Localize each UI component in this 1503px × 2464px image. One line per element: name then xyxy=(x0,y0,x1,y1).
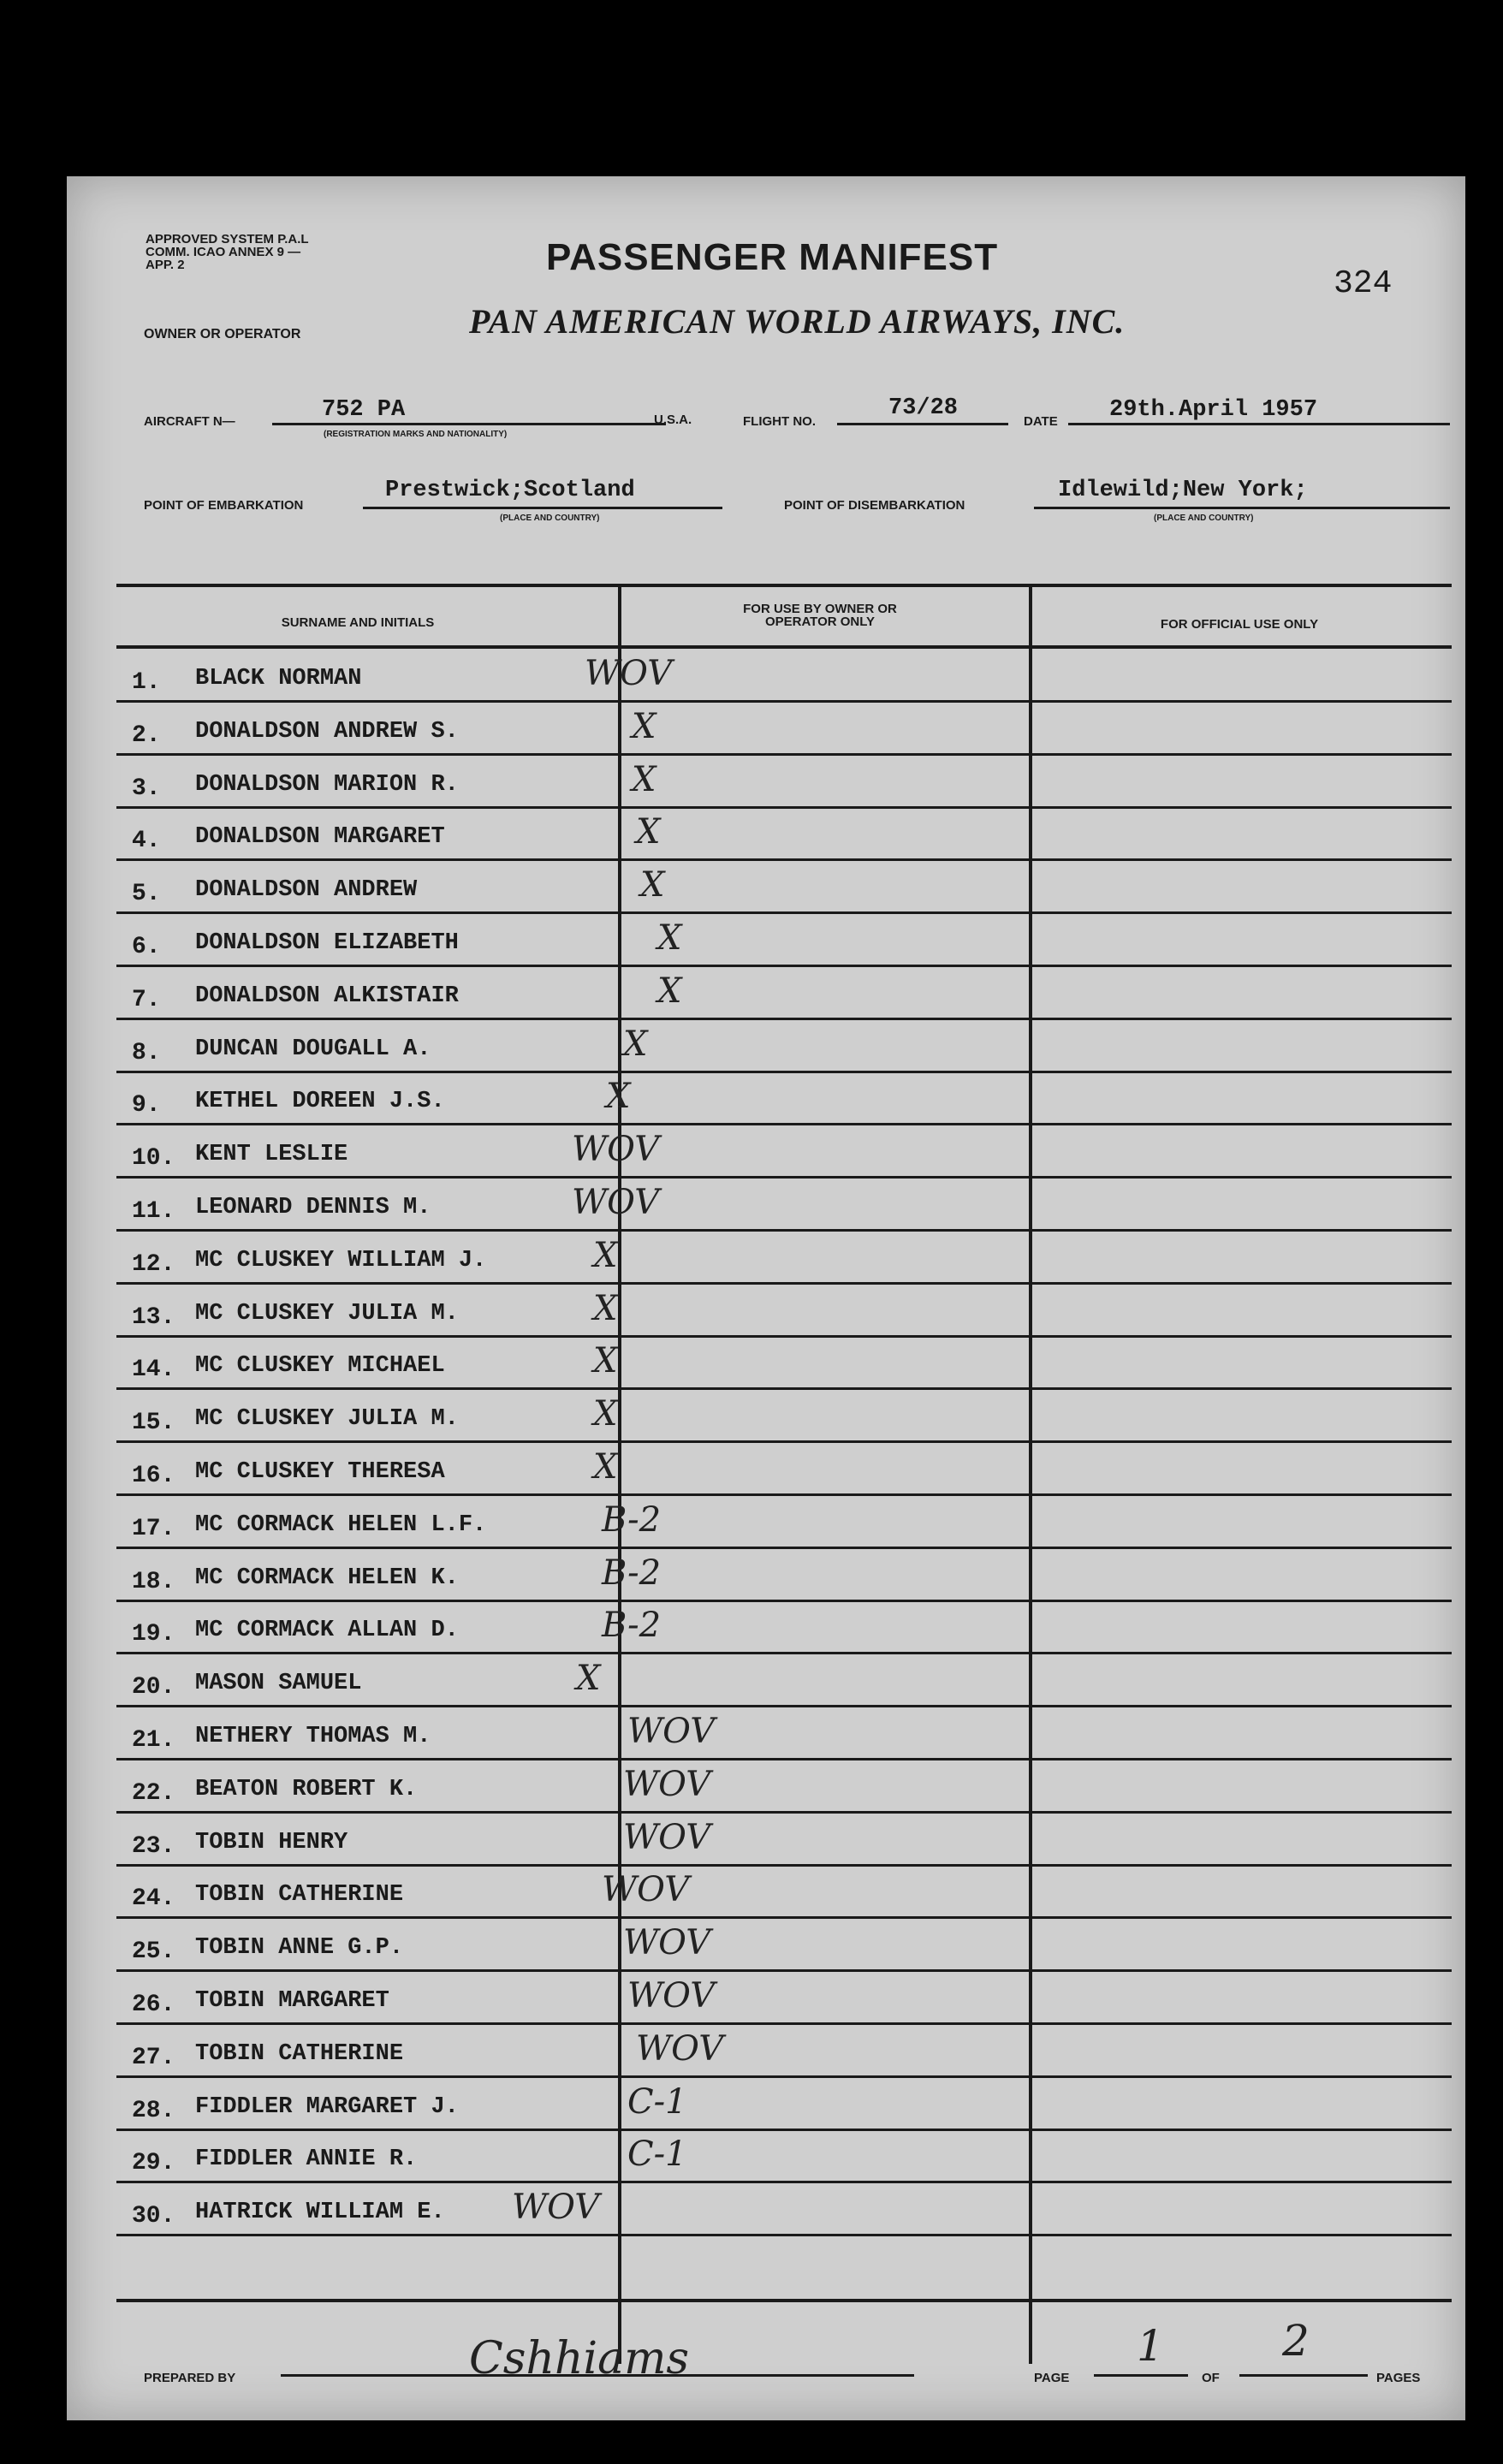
row-number: 6. xyxy=(132,934,161,960)
passenger-name: HATRICK WILLIAM E. xyxy=(195,2200,445,2226)
owner-mark: WOV xyxy=(572,1183,660,1222)
column-header-official-use: FOR OFFICIAL USE ONLY xyxy=(1160,617,1319,632)
table-row xyxy=(67,1444,1465,1497)
flight-label: FLIGHT NO. xyxy=(743,414,816,429)
prepared-by-signature: Cshhiams xyxy=(469,2333,690,2384)
aircraft-value: 752 PA xyxy=(322,397,406,423)
owner-mark: X xyxy=(623,1024,648,1064)
passenger-name: MC CLUSKEY WILLIAM J. xyxy=(195,1247,487,1274)
row-number: 20. xyxy=(132,1674,175,1701)
passenger-name: TOBIN CATHERINE xyxy=(195,2040,404,2067)
passenger-name: NETHERY THOMAS M. xyxy=(195,1724,431,1749)
row-number: 3. xyxy=(132,775,161,802)
passenger-name: DONALDSON MARION R. xyxy=(195,771,459,798)
passenger-name: MC CLUSKEY JULIA M. xyxy=(195,1406,459,1433)
passenger-name: DONALDSON ELIZABETH xyxy=(195,930,459,956)
owner-mark: WOV xyxy=(623,1923,711,1963)
row-number: 10. xyxy=(132,1145,175,1173)
passenger-name: DONALDSON ALKISTAIR xyxy=(195,983,459,1009)
row-number: 2. xyxy=(132,721,161,749)
row-rule xyxy=(116,1969,1452,1972)
row-number: 27. xyxy=(132,2044,175,2071)
table-row xyxy=(67,2184,1465,2237)
owner-mark: X xyxy=(576,1659,601,1699)
owner-mark: B-2 xyxy=(602,1553,662,1593)
approval-stamp: APPROVED SYSTEM P.A.L COMM. ICAO ANNEX 9 — APP. 2 xyxy=(146,232,309,272)
row-rule xyxy=(116,1071,1452,1073)
row-number: 24. xyxy=(132,1885,175,1913)
row-number: 16. xyxy=(132,1463,175,1489)
place-note-2: (PLACE AND COUNTRY) xyxy=(1154,514,1254,523)
row-rule xyxy=(116,1758,1452,1760)
passenger-name: MC CORMACK HELEN K. xyxy=(195,1564,459,1591)
row-rule xyxy=(116,1864,1452,1867)
row-rule xyxy=(116,806,1452,809)
owner-mark: WOV xyxy=(623,1764,711,1804)
column-header-owner-use: FOR USE BY OWNER OR OPERATOR ONLY xyxy=(743,602,897,629)
passenger-name: KENT LESLIE xyxy=(195,1142,348,1168)
row-rule xyxy=(116,1652,1452,1654)
table-row xyxy=(67,1179,1465,1232)
row-rule xyxy=(116,1282,1452,1285)
table-row xyxy=(67,1708,1465,1761)
owner-mark: X xyxy=(593,1341,618,1381)
table-row xyxy=(67,1814,1465,1867)
row-rule xyxy=(116,858,1452,861)
table-row xyxy=(67,1021,1465,1074)
owner-mark: B-2 xyxy=(602,1606,662,1646)
table-row xyxy=(67,2079,1465,2132)
of-label: OF xyxy=(1202,2371,1220,2385)
passenger-name: KETHEL DOREEN J.S. xyxy=(195,1089,445,1115)
owner-mark: C-1 xyxy=(627,2134,687,2175)
owner-mark: WOV xyxy=(636,2028,724,2069)
column-header-surname: SURNAME AND INITIALS xyxy=(281,615,435,630)
table-row xyxy=(67,2131,1465,2184)
table-row xyxy=(67,1602,1465,1655)
row-rule xyxy=(116,2181,1452,2183)
owner-mark: WOV xyxy=(572,1130,660,1170)
row-rule xyxy=(116,1440,1452,1443)
row-number: 25. xyxy=(132,1939,175,1966)
row-rule xyxy=(116,2075,1452,2078)
owner-mark: X xyxy=(593,1235,618,1275)
table-row xyxy=(67,968,1465,1021)
owner-mark: WOV xyxy=(602,1870,690,1910)
page-number: 324 xyxy=(1334,265,1393,302)
row-number: 23. xyxy=(132,1832,175,1860)
row-rule xyxy=(116,911,1452,914)
table-row xyxy=(67,757,1465,810)
table-row xyxy=(67,809,1465,862)
row-number: 21. xyxy=(132,1727,175,1754)
owner-mark: WOV xyxy=(627,1712,716,1751)
passenger-name: MC CORMACK HELEN L.F. xyxy=(195,1511,487,1538)
table-row xyxy=(67,1497,1465,1550)
row-number: 19. xyxy=(132,1621,175,1648)
table-header-rule xyxy=(116,645,1452,649)
table-bottom-rule xyxy=(116,2299,1452,2302)
owner-mark: X xyxy=(593,1394,618,1434)
owner-mark: X xyxy=(632,706,656,746)
row-number: 1. xyxy=(132,669,161,696)
registration-note: (REGISTRATION MARKS AND NATIONALITY) xyxy=(324,430,508,439)
table-row xyxy=(67,650,1465,704)
passenger-name: DONALDSON ANDREW xyxy=(195,877,418,904)
table-row xyxy=(67,862,1465,915)
row-rule xyxy=(116,1176,1452,1179)
owner-mark: X xyxy=(593,1447,618,1487)
place-note: (PLACE AND COUNTRY) xyxy=(500,514,600,523)
row-rule xyxy=(116,2129,1452,2131)
table-row xyxy=(67,1073,1465,1126)
owner-mark: C-1 xyxy=(627,2081,687,2122)
owner-mark: WOV xyxy=(512,2188,600,2228)
operator-name: PAN AMERICAN WORLD AIRWAYS, INC. xyxy=(469,302,1126,341)
owner-mark: WOV xyxy=(585,654,673,693)
table-top-rule xyxy=(116,584,1452,587)
owner-mark: X xyxy=(593,1288,618,1328)
owner-mark: X xyxy=(632,759,656,799)
embarkation-label: POINT OF EMBARKATION xyxy=(144,498,304,513)
embarkation-value: Prestwick;Scotland xyxy=(385,478,635,503)
row-number: 5. xyxy=(132,881,161,908)
prepared-by-label: PREPARED BY xyxy=(144,2371,236,2385)
row-rule xyxy=(116,2234,1452,2236)
passenger-name: MC CLUSKEY THERESA xyxy=(195,1459,445,1485)
page-label: PAGE xyxy=(1034,2371,1070,2385)
row-number: 22. xyxy=(132,1779,175,1807)
owner-mark: X xyxy=(657,971,682,1011)
row-rule xyxy=(116,1547,1452,1549)
usa-label: U.S.A. xyxy=(654,413,692,427)
table-row xyxy=(67,1761,1465,1814)
row-number: 28. xyxy=(132,2097,175,2124)
date-value: 29th.April 1957 xyxy=(1109,397,1318,423)
table-row xyxy=(67,1391,1465,1444)
row-rule xyxy=(116,753,1452,756)
owner-mark: X xyxy=(606,1077,631,1117)
row-number: 14. xyxy=(132,1357,175,1384)
aircraft-label: AIRCRAFT N— xyxy=(144,414,235,429)
row-rule xyxy=(116,1123,1452,1125)
row-number: 26. xyxy=(132,1992,175,2018)
table-row xyxy=(67,1973,1465,2026)
passenger-name: MC CORMACK ALLAN D. xyxy=(195,1618,459,1644)
owner-mark: WOV xyxy=(627,1976,716,2016)
row-number: 12. xyxy=(132,1250,175,1278)
row-number: 9. xyxy=(132,1092,161,1119)
row-rule xyxy=(116,1387,1452,1390)
passenger-name: DONALDSON ANDREW S. xyxy=(195,718,459,745)
table-row xyxy=(67,1232,1465,1285)
row-number: 18. xyxy=(132,1568,175,1595)
passenger-name: DUNCAN DOUGALL A. xyxy=(195,1036,431,1062)
row-number: 11. xyxy=(132,1198,175,1225)
row-rule xyxy=(116,1811,1452,1814)
flight-value: 73/28 xyxy=(888,395,959,421)
row-rule xyxy=(116,1229,1452,1232)
row-rule xyxy=(116,1600,1452,1602)
row-rule xyxy=(116,1493,1452,1496)
passenger-name: TOBIN CATHERINE xyxy=(195,1882,404,1909)
row-number: 15. xyxy=(132,1410,175,1437)
disembarkation-label: POINT OF DISEMBARKATION xyxy=(784,498,965,513)
row-number: 29. xyxy=(132,2150,175,2177)
owner-mark: X xyxy=(657,918,682,958)
row-rule xyxy=(116,1018,1452,1020)
row-rule xyxy=(116,1705,1452,1707)
owner-label: OWNER OR OPERATOR xyxy=(144,327,301,341)
manifest-sheet xyxy=(67,176,1465,2420)
table-row xyxy=(67,1920,1465,1973)
row-number: 30. xyxy=(132,2203,175,2230)
passenger-name: LEONARD DENNIS M. xyxy=(195,1195,431,1220)
passenger-name: TOBIN HENRY xyxy=(195,1829,348,1855)
row-rule xyxy=(116,965,1452,967)
row-number: 7. xyxy=(132,986,161,1013)
row-number: 17. xyxy=(132,1515,175,1542)
row-rule xyxy=(116,2022,1452,2025)
date-label: DATE xyxy=(1024,414,1058,429)
passenger-name: FIDDLER ANNIE R. xyxy=(195,2146,418,2173)
owner-mark: X xyxy=(640,865,665,905)
passenger-name: DONALDSON MARGARET xyxy=(195,824,445,851)
row-rule xyxy=(116,1335,1452,1338)
passenger-name: BLACK NORMAN xyxy=(195,666,362,692)
table-row xyxy=(67,1285,1465,1339)
passenger-name: MC CLUSKEY MICHAEL xyxy=(195,1353,445,1380)
table-row xyxy=(67,915,1465,968)
pages-label: PAGES xyxy=(1376,2371,1421,2385)
row-number: 13. xyxy=(132,1303,175,1331)
row-rule xyxy=(116,700,1452,703)
table-row xyxy=(67,1338,1465,1391)
passenger-name: TOBIN MARGARET xyxy=(195,1988,389,2014)
total-pages-value: 2 xyxy=(1282,2316,1310,2366)
owner-mark: WOV xyxy=(623,1817,711,1857)
passenger-name: FIDDLER MARGARET J. xyxy=(195,2093,459,2120)
table-row xyxy=(67,1867,1465,1920)
passenger-name: MASON SAMUEL xyxy=(195,1671,362,1697)
passenger-name: MC CLUSKEY JULIA M. xyxy=(195,1300,459,1327)
table-row xyxy=(67,2026,1465,2079)
page-title: PASSENGER MANIFEST xyxy=(546,236,999,278)
table-row xyxy=(67,704,1465,757)
disembarkation-value: Idlewild;New York; xyxy=(1058,478,1308,503)
row-rule xyxy=(116,1916,1452,1919)
table-row xyxy=(67,1550,1465,1603)
row-number: 4. xyxy=(132,828,161,855)
row-number: 8. xyxy=(132,1039,161,1066)
passenger-name: BEATON ROBERT K. xyxy=(195,1776,418,1802)
table-row xyxy=(67,1655,1465,1708)
owner-mark: B-2 xyxy=(602,1499,662,1540)
passenger-name: TOBIN ANNE G.P. xyxy=(195,1935,404,1962)
owner-mark: X xyxy=(636,812,661,852)
page-value: 1 xyxy=(1137,2321,1164,2371)
table-row xyxy=(67,1126,1465,1179)
